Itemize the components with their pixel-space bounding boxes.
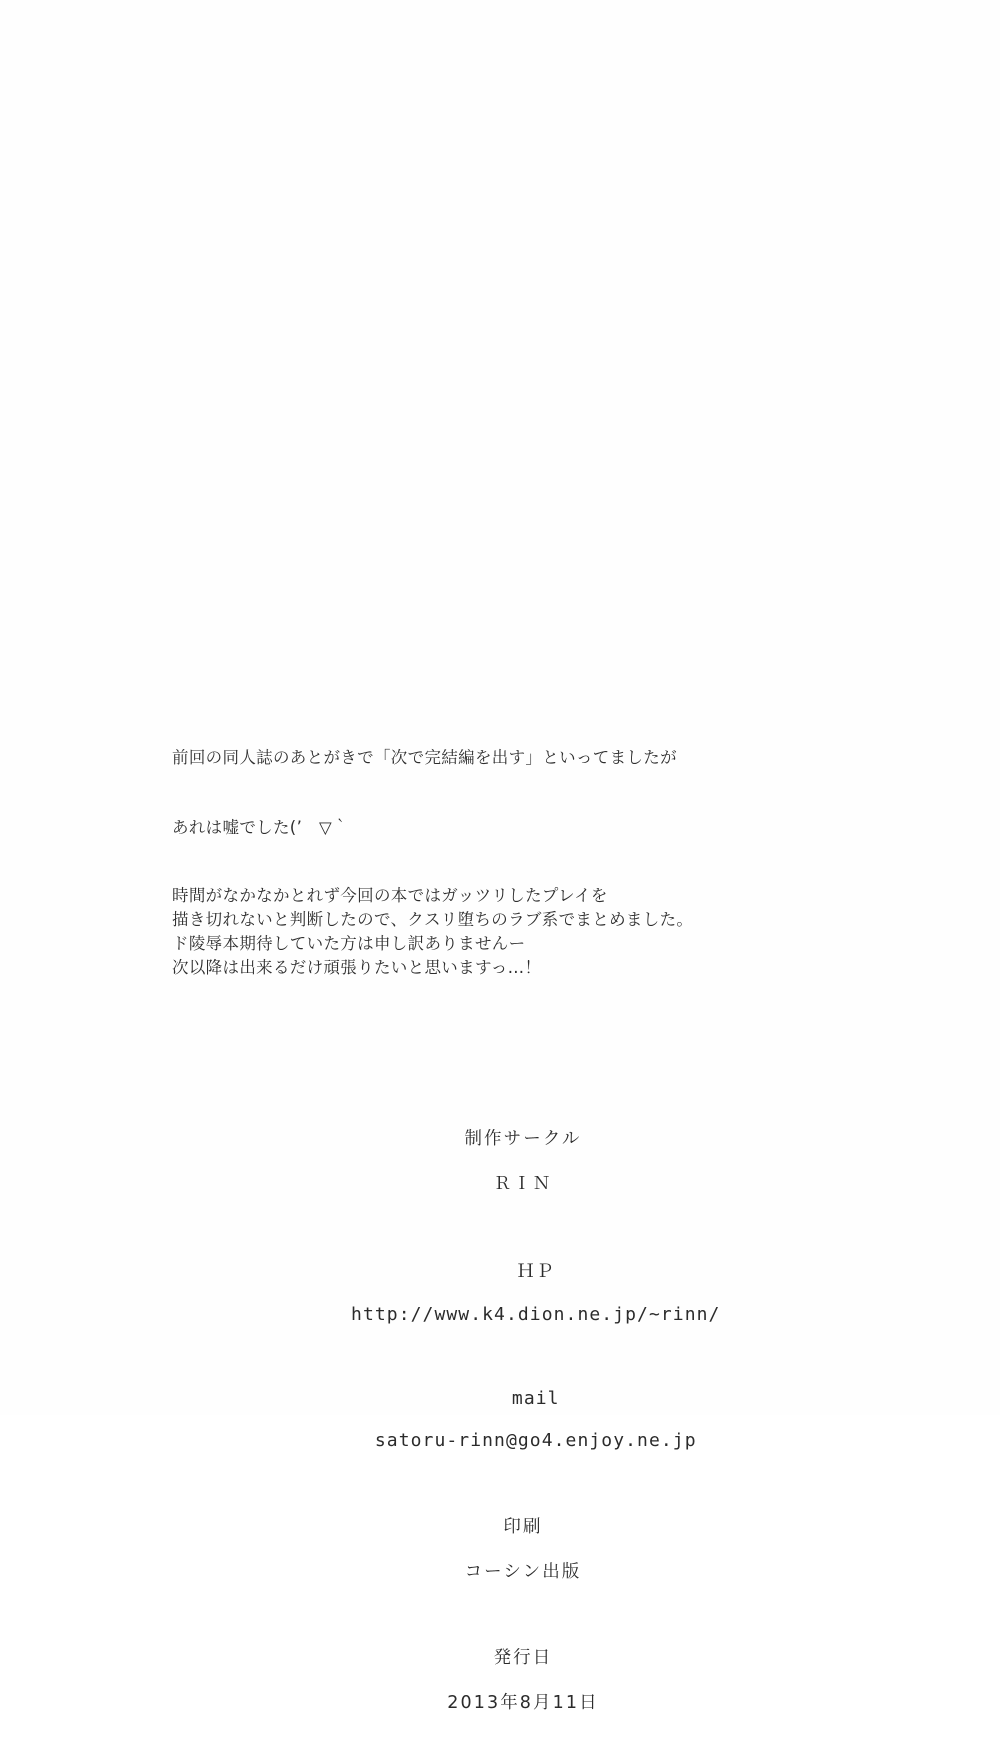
print-label: 印刷 (503, 1517, 543, 1537)
afterword-body-line: 描き切れないと判断したので、クスリ堕ちのラブ系でまとめました。 (172, 910, 694, 930)
hp-label: ＨＰ (516, 1261, 555, 1282)
colophon-print-row (0, 1493, 1000, 1603)
circle-label: 制作サークル (464, 1129, 582, 1149)
afterword-lead-line: 前回の同人誌のあとがきで「次で完結編を出す」といってましたが (172, 748, 677, 767)
afterword-second-line: あれは嘘でした(’ ▽｀ (172, 817, 349, 837)
colophon-circle-row (0, 1105, 1000, 1215)
afterword-body-line: ド陵辱本期待していた方は申し訳ありませんー (172, 933, 526, 953)
afterword-body-line: 時間がなかなかとれず今回の本ではガッツリしたプレイを (172, 886, 608, 906)
colophon-hp-row (0, 1236, 1000, 1346)
afterword-body-line: 次以降は出来るだけ頑張りたいと思いますっ…！ (172, 957, 542, 977)
colophon-mail-row (0, 1367, 1000, 1472)
colophon-date-row (0, 1624, 1000, 1734)
colophon-block (0, 1105, 1000, 1755)
circle-name: ＲＩＮ (493, 1174, 553, 1194)
mail-label: mail (511, 1388, 560, 1409)
afterword-text-block (172, 745, 872, 980)
afterword-body (172, 884, 872, 980)
mail-address: satoru-rinn@go4.enjoy.ne.jp (374, 1430, 697, 1451)
publish-date-value: 2013年8月11日 (447, 1693, 599, 1713)
hp-url: http://www.k4.dion.ne.jp/~rinn/ (351, 1304, 721, 1325)
print-company: コーシン出版 (464, 1562, 582, 1582)
publish-date-label: 発行日 (493, 1648, 553, 1668)
